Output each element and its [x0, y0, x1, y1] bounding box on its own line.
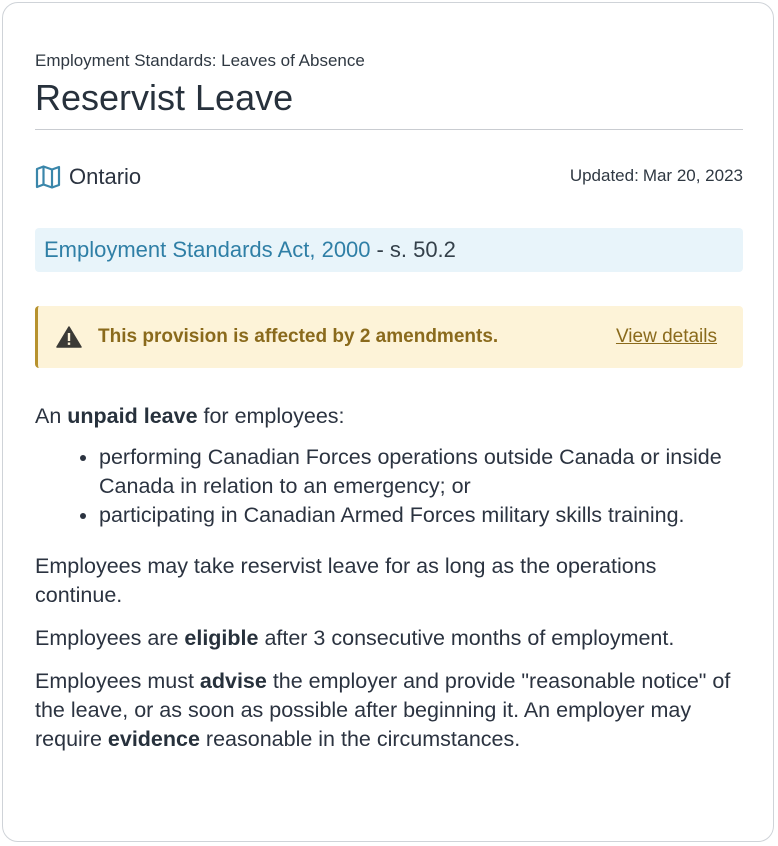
- intro-post: for employees:: [197, 404, 345, 428]
- intro-bold: unpaid leave: [67, 404, 198, 428]
- warning-icon: [56, 326, 82, 348]
- updated-label: Updated:: [569, 166, 639, 185]
- para3-bold-evidence: evidence: [107, 727, 200, 751]
- jurisdiction-name: Ontario: [69, 164, 142, 189]
- card-content: [35, 3, 743, 754]
- map-icon: [35, 165, 61, 189]
- act-link[interactable]: Employment Standards Act, 2000: [44, 237, 371, 262]
- paragraph-eligibility: [35, 624, 743, 653]
- para3-bold-advise: advise: [199, 669, 267, 693]
- provision-card: [2, 2, 774, 842]
- jurisdiction: [35, 164, 141, 190]
- paragraph-duration: Employees may take reservist leave for as long as the operations continue.: [35, 554, 657, 607]
- act-separator: -: [376, 237, 384, 262]
- list-item: • participating in Canadian Armed Forces military skills training.: [99, 501, 743, 530]
- act-reference: [35, 228, 743, 272]
- category-label: Employment Standards: Leaves of Absence: [35, 51, 365, 70]
- intro-text: [35, 402, 743, 431]
- updated-value: Mar 20, 2023: [642, 166, 743, 185]
- list-item: • performing Canadian Forces operations outside Canada or inside Canada in relation to an emergency; or: [99, 443, 743, 501]
- intro-pre: An: [35, 404, 68, 428]
- para2-bold: eligible: [184, 626, 259, 650]
- bullet-list: [35, 443, 743, 530]
- para2-pre: Employees are: [35, 626, 185, 650]
- warning-message: This provision is affected by 2 amendments.: [98, 326, 499, 347]
- para3-mid: the employer and provide "reasonable notice" of the leave, or as soon as possible after beginning it. An employer may require: [35, 669, 731, 751]
- title-divider: [35, 129, 743, 130]
- para3-pre: Employees must: [35, 669, 200, 693]
- paragraph-notice: [35, 667, 743, 754]
- amendment-warning: [35, 306, 743, 368]
- para3-post: reasonable in the circumstances.: [199, 727, 521, 751]
- para2-post: after 3 consecutive months of employment.: [258, 626, 675, 650]
- view-details-link[interactable]: View details: [615, 326, 717, 347]
- meta-row: [35, 164, 743, 192]
- updated-date: [570, 166, 743, 186]
- page-title: Reservist Leave: [35, 77, 294, 118]
- act-section: s. 50.2: [389, 237, 456, 262]
